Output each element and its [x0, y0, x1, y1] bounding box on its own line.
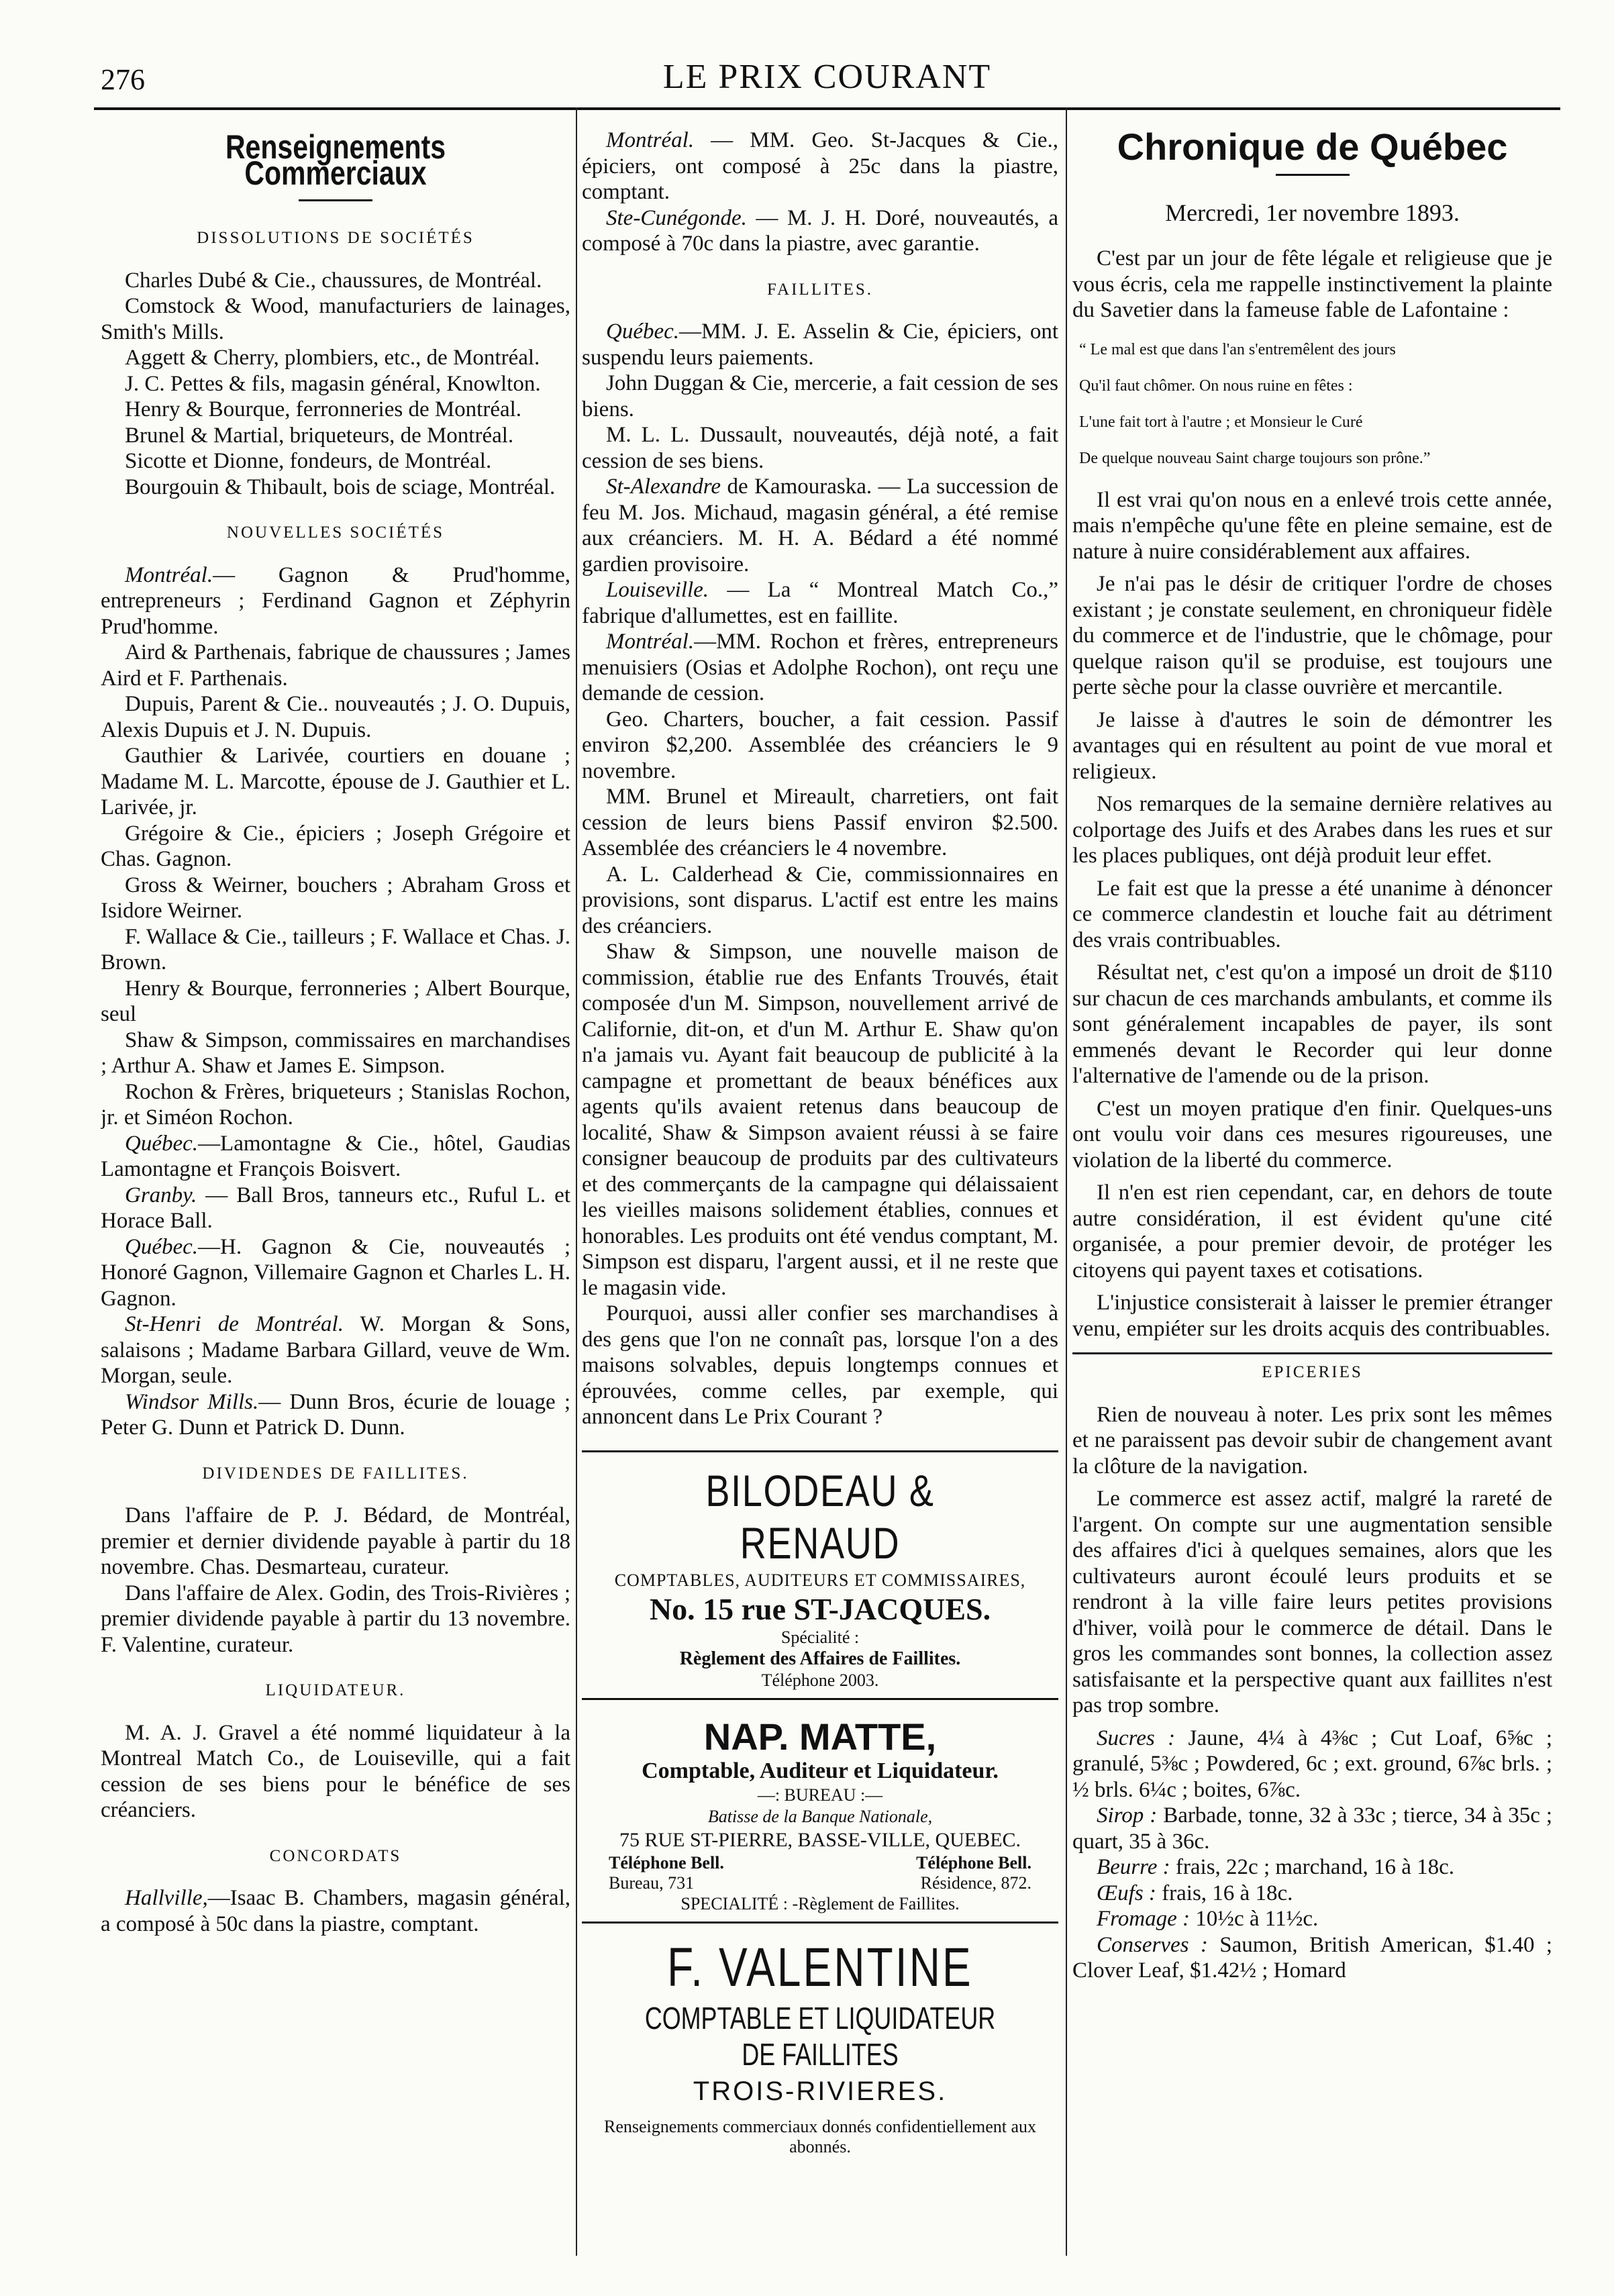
price-text: frais, 16 à 18c. — [1156, 1881, 1293, 1905]
ad-phone-numbers — [582, 1873, 1058, 1893]
ad-nap-matte — [582, 1700, 1058, 1924]
ad-address: 75 RUE ST-PIERRE, BASSE-VILLE, QUEBEC. — [619, 1828, 1021, 1851]
price-text: Saumon, British American, $1.40 ; Clover Leaf, $1.42½ ; Homard — [1072, 1932, 1552, 1983]
faillites-heading: FAILLITES. — [767, 280, 873, 299]
liquidateur-text: M. A. J. Gravel a été nommé liquidateur à la Montreal Match Co., de Louiseville, qui a fait cession de ses biens pour le bénéfice de ses créanciers. — [101, 1720, 570, 1822]
chronique-paragraph: Le fait est que la presse a été unanime à dénoncer ce commerce clandestin et louche fait au détriment des vrais contribuables. — [1072, 876, 1552, 952]
dissolution-entry: Charles Dubé & Cie., chaussures, de Montréal. — [125, 268, 542, 293]
faillite-entry — [582, 707, 1058, 785]
entry-text: Henry & Bourque, ferronneries ; Albert Bourque, seul — [101, 976, 570, 1026]
nouvelle-societe-entry — [101, 872, 570, 924]
dissolution-entry: Comstock & Wood, manufacturiers de lainages, Smith's Mills. — [101, 294, 570, 344]
dividende-entry: Dans l'affaire de Alex. Godin, des Trois-Rivières ; premier dividende payable à partir du 13 novembre. F. Valentine, curateur. — [101, 1581, 570, 1657]
place-name: Montréal. — [606, 630, 695, 654]
poem-line: Qu'il faut chômer. On nous ruine en fêtes : — [1079, 377, 1353, 395]
ad-bureau-label: —: BUREAU :— — [757, 1785, 883, 1805]
ad-bilodeau-renaud — [582, 1450, 1058, 1700]
entry-text: Grégoire & Cie., épiciers ; Joseph Grégoire et Chas. Gagnon. — [101, 821, 570, 871]
nouvelle-societe-entry — [101, 1079, 570, 1131]
dividendes-heading: DIVIDENDES DE FAILLITES. — [202, 1464, 469, 1483]
entry-text: Aird & Parthenais, fabrique de chaussures ; James Aird et F. Parthenais. — [101, 640, 570, 691]
entry-text: — Gagnon & Prud'homme, entrepreneurs ; Ferdinand Gagnon et Zéphyrin Prud'homme. — [101, 562, 570, 639]
concordat-entry — [582, 128, 1058, 205]
ad-residence-number: Résidence, 872. — [920, 1873, 1031, 1893]
entry-text: Shaw & Simpson, commissaires en marchandises ; Arthur A. Shaw et James E. Simpson. — [101, 1028, 570, 1078]
ad-footer: Renseignements commerciaux donnés confidentiellement aux abonnés. — [603, 2116, 1037, 2156]
place-name: Québec. — [125, 1234, 199, 1259]
epiceries-body — [1072, 1402, 1552, 1719]
entry-text: MM. Brunel et Mireault, charretiers, ont fait cession de leurs biens Passif environ $2.500. Assemblée des créanciers le 4 novembre. — [582, 785, 1058, 860]
product-label: Fromage : — [1097, 1907, 1190, 1931]
column-divider — [1066, 107, 1067, 2256]
ad-phone-left: Téléphone Bell. — [609, 1852, 724, 1873]
liquidateur-heading: LIQUIDATEUR. — [265, 1681, 406, 1699]
faillite-entry — [582, 862, 1058, 940]
column-renseignements — [101, 128, 570, 2256]
nouvelles-list — [101, 562, 570, 1441]
ad-valentine — [582, 1924, 1058, 2164]
poem-line: L'une fait tort à l'autre ; et Monsieur le Curé — [1079, 413, 1363, 431]
entry-text: Gross & Weirner, bouchers ; Abraham Gross et Isidore Weirner. — [101, 872, 570, 923]
concordat-entry: Hallville,—Isaac B. Chambers, magasin général, a composé à 50c dans la piastre, comptant. — [101, 1886, 570, 1936]
price-entry — [1072, 1906, 1552, 1932]
concordats-heading: CONCORDATS — [269, 1846, 402, 1865]
ad-title: COMPTABLE ET LIQUIDATEUR DE FAILLITES — [644, 2000, 996, 2072]
column-divider — [576, 107, 577, 2256]
entry-text: — La “ Montreal Match Co.,” fabrique d'allumettes, est en faillite. — [582, 578, 1058, 628]
ad-city: TROIS-RIVIERES. — [693, 2076, 948, 2106]
faillite-entry — [582, 474, 1058, 577]
header-rule — [94, 107, 1560, 110]
column-chronique — [1072, 128, 1552, 2256]
faillite-entry — [582, 1301, 1058, 1430]
place-name: Québec. — [125, 1131, 199, 1156]
nouvelle-societe-entry — [101, 743, 570, 821]
dissolutions-heading: DISSOLUTIONS DE SOCIÉTÉS — [197, 229, 474, 247]
price-entry — [1072, 1803, 1552, 1854]
entry-text: M. L. L. Dussault, nouveautés, déjà noté, a fait cession de ses biens. — [582, 423, 1058, 473]
ad-firm-name: NAP. MATTE, — [703, 1715, 937, 1758]
ad-phone: Téléphone 2003. — [761, 1670, 879, 1690]
product-label: Beurre : — [1097, 1855, 1170, 1879]
chronique-paragraph: L'injustice consisterait à laisser le premier étranger venu, empiéter sur les droits acquis des contribuables. — [1072, 1291, 1552, 1341]
chronique-paragraph: Je laisse à d'autres le soin de démontrer les avantages qui en résultent au point de vue moral et religieux. — [1072, 707, 1552, 784]
ad-firm-name: F. VALENTINE — [667, 1936, 973, 1998]
entry-text: Rochon & Frères, briqueteurs ; Stanislas Rochon, jr. et Siméon Rochon. — [101, 1079, 570, 1130]
chronique-paragraph: Il est vrai qu'on nous en a enlevé trois cette année, mais n'empêche qu'une fête en pleine semaine, est de nature à nuire considérablement aux affaires. — [1072, 487, 1552, 564]
faillite-entry — [582, 629, 1058, 707]
dividende-entry: Dans l'affaire de P. J. Bédard, de Montréal, premier et dernier dividende payable à partir du 18 novembre. Chas. Desmarteau, curateur. — [101, 1503, 570, 1579]
chronique-paragraph: Nos remarques de la semaine dernière relatives au colportage des Juifs et des Arabes dans les rues et sur les places publiques, ont déjà produit leur effet. — [1072, 792, 1552, 868]
nouvelle-societe-entry — [101, 976, 570, 1028]
page-header — [94, 50, 1560, 111]
concordat-entry — [582, 205, 1058, 257]
section-title: Chronique de Québec — [1117, 128, 1508, 168]
nouvelle-societe-entry — [101, 1028, 570, 1079]
place-name: Québec. — [606, 319, 680, 344]
entry-text: F. Wallace & Cie., tailleurs ; F. Wallace et Chas. J. Brown. — [101, 924, 570, 975]
nouvelle-societe-entry — [101, 1389, 570, 1441]
entry-text: John Duggan & Cie, mercerie, a fait cession de ses biens. — [582, 371, 1058, 421]
poem-line: De quelque nouveau Saint charge toujours son prône.” — [1079, 449, 1431, 467]
faillite-entry — [582, 422, 1058, 474]
nouvelle-societe-entry — [101, 691, 570, 743]
ad-building: Batisse de la Banque Nationale, — [707, 1806, 933, 1826]
product-label: Œufs : — [1097, 1881, 1156, 1905]
date-line: Mercredi, 1er novembre 1893. — [1165, 199, 1460, 226]
faillite-entry — [582, 319, 1058, 370]
price-text: frais, 22c ; marchand, 16 à 18c. — [1170, 1855, 1455, 1879]
price-entry — [1072, 1854, 1552, 1881]
place-name: Montréal. — [125, 562, 213, 587]
entry-text: Pourquoi, aussi aller confier ses marchandises à des gens que l'on ne connaît pas, lorsque l'on a des maisons solvables, depuis longtemps connues et éprouvées, comme celles, par exemple, qui annoncent dans Le Prix Courant ? — [582, 1301, 1058, 1429]
place-name: Montréal. — [606, 128, 695, 152]
entry-text: — M. J. H. Doré, nouveautés, a composé à 70c dans la piastre, avec garantie. — [582, 205, 1058, 256]
place-name: Ste-Cunégonde. — [606, 205, 747, 230]
product-label: Conserves : — [1097, 1932, 1208, 1957]
entry-text: Geo. Charters, boucher, a fait cession. Passif environ $2,200. Assemblée des créanciers le 9 novembre. — [582, 707, 1058, 783]
entry-text: Dupuis, Parent & Cie.. nouveautés ; J. O. Dupuis, Alexis Dupuis et J. N. Dupuis. — [101, 692, 570, 742]
dissolution-entry: Henry & Bourque, ferronneries de Montréal. — [125, 397, 522, 421]
entry-text: — Ball Bros, tanneurs etc., Ruful L. et Horace Ball. — [101, 1183, 570, 1233]
entry-text: —H. Gagnon & Cie, nouveautés ; Honoré Gagnon, Villemaire Gagnon et Charles L. H. Gagnon. — [101, 1234, 570, 1311]
ad-address: No. 15 rue ST-JACQUES. — [649, 1591, 991, 1626]
ad-spec-label: Spécialité : — [780, 1627, 860, 1647]
epiceries-heading: EPICERIES — [1072, 1352, 1552, 1386]
section-title: Renseignements Commerciaux — [225, 128, 446, 192]
nouvelle-societe-entry — [101, 1131, 570, 1183]
place-name: Granby. — [125, 1183, 197, 1207]
poem-quote — [1079, 340, 1552, 468]
column-faillites — [582, 128, 1058, 2256]
title-rule — [299, 199, 372, 201]
dissolutions-list — [101, 268, 570, 501]
entry-text: —MM. J. E. Asselin & Cie, épiciers, ont suspendu leurs paiements. — [582, 319, 1058, 370]
nouvelle-societe-entry — [101, 1234, 570, 1312]
entry-text: — Dunn Bros, écurie de louage ; Peter G. Dunn et Patrick D. Dunn. — [101, 1389, 570, 1440]
chronique-paragraph: Il n'en est rien cependant, car, en dehors de toute autre considération, il est évident qu'une cité organisée, a pour premier devoir, de protéger les citoyens qui payent taxes et cotisations. — [1072, 1181, 1552, 1283]
place-name: St-Henri de Montréal. — [125, 1312, 344, 1336]
price-text: Jaune, 4¼ à 4⅜c ; Cut Loaf, 6⅝c ; granulé, 5⅜c ; Powdered, 6c ; ext. ground, 6⅞c brls. ; ½ brls. 6¼c ; boites, 6⅞c. — [1072, 1726, 1552, 1802]
ad-firm-name: BILODEAU & RENAUD — [705, 1465, 935, 1568]
entry-text: —Lamontagne & Cie., hôtel, Gaudias Lamontagne et François Boisvert. — [101, 1131, 570, 1181]
price-entry — [1072, 1881, 1552, 1907]
nouvelle-societe-entry — [101, 640, 570, 691]
masthead: LE PRIX COURANT — [662, 58, 992, 96]
chronique-paragraph: Résultat net, c'est qu'on a imposé un droit de $110 sur chacun de ces marchands ambulants, et comme ils sont généralement incapables de payer, ils sont emmenés devant le Recorder qui leur donne l'alternative de l'amende ou de la prison. — [1072, 960, 1552, 1088]
title-rule — [1276, 174, 1350, 176]
entry-text: Shaw & Simpson, une nouvelle maison de commission, établie rue des Enfants Trouvés, était composée d'un M. Simpson, nouvellement arrivé de Californie, dit-on, et d'un M. Arthur E. Shaw qu'on n'a jamais vu. Ayant fait beaucoup de publicité à la campagne et promettant de beaux bénéfices aux agents qu'ils avaient retenus dans beaucoup de localité, Shaw & Simpson avaient réussi à se faire consigner beaucoup de produits par des cultivateurs et des commerçants de la campagne qui délaissaient les vieilles maisons solidement établies, connues et honorables. Les produits ont été vendus comptant, M. Simpson est disparu, l'argent aussi, et il ne reste que le magasin vide. — [582, 940, 1058, 1300]
price-text: Barbade, tonne, 32 à 33c ; tierce, 34 à 35c ; quart, 35 à 36c. — [1072, 1803, 1552, 1854]
poem-line: “ Le mal est que dans l'an s'entremêlent des jours — [1079, 340, 1396, 358]
faillite-entry — [582, 784, 1058, 862]
price-list — [1072, 1726, 1552, 1984]
ad-bureau-number: Bureau, 731 — [609, 1873, 695, 1893]
chronique-intro — [1072, 246, 1552, 323]
entry-text: Gauthier & Larivée, courtiers en douane ; Madame M. L. Marcotte, épouse de J. Gauthier et L. Larivée, jr. — [101, 744, 570, 819]
chronique-paragraph: C'est par un jour de fête légale et religieuse que je vous écris, cela me rappelle instinctivement la plainte du Savetier dans la fameuse fable de Lafontaine : — [1072, 246, 1552, 322]
dissolution-entry: Brunel & Martial, briqueteurs, de Montréal. — [125, 423, 514, 448]
product-label: Sirop : — [1097, 1803, 1158, 1828]
dissolution-entry: Bourgouin & Thibault, bois de sciage, Montréal. — [125, 475, 556, 499]
dividendes-list — [101, 1503, 570, 1658]
entry-text: —MM. Rochon et frères, entrepreneurs menuisiers (Osias et Adolphe Rochon), ont reçu une demande de cession. — [582, 630, 1058, 705]
product-label: Sucres : — [1097, 1726, 1176, 1750]
epiceries-paragraph: Le commerce est assez actif, malgré la rareté de l'argent. On compte sur une augmentation sensible des affaires d'ici à quelques semaines, alors que les cultivateurs auront écoulé leurs produits et se rendront à la ville faire leurs petites provisions d'hiver, voilà pour le commerce de détail. Dans le gros les commandes sont bonnes, la collection assez satisfaisante et la perspective quant aux faillites n'est pas trop sombre. — [1072, 1487, 1552, 1717]
ad-spec-value: Règlement des Affaires de Faillites. — [679, 1648, 961, 1669]
nouvelles-heading: NOUVELLES SOCIÉTÉS — [226, 523, 445, 542]
ad-title: Comptable, Auditeur et Liquidateur. — [642, 1758, 999, 1783]
concordats-continued — [582, 128, 1058, 257]
ad-roles: COMPTABLES, AUDITEURS ET COMMISSAIRES, — [614, 1570, 1026, 1590]
nouvelle-societe-entry — [101, 821, 570, 872]
ad-phones — [582, 1853, 1058, 1873]
price-entry — [1072, 1726, 1552, 1803]
nouvelle-societe-entry — [101, 1183, 570, 1234]
entry-text: de Kamouraska. — La succession de feu M. Jos. Michaud, magasin général, a été remise aux créanciers. M. H. A. Bédard a été nommé gardien provisoire. — [582, 475, 1058, 577]
faillites-list — [582, 319, 1058, 1430]
chronique-body — [1072, 487, 1552, 1342]
chronique-paragraph: C'est un moyen pratique d'en finir. Quelques-uns ont voulu voir dans ces mesures rigoureuses, une violation de la liberté du commerce. — [1072, 1096, 1552, 1172]
chronique-paragraph: Je n'ai pas le désir de critiquer l'ordre de choses existant ; je constate seulement, en chroniqueur fidèle du commerce et de l'industrie, que le chômage, pour quelque raison qu'il se produise, est toujours une perte sèche pour la classe ouvrière et mercantile. — [1072, 572, 1552, 699]
entry-text: A. L. Calderhead & Cie, commissionnaires en provisions, sont disparus. L'actif est entre les mains des créanciers. — [582, 862, 1058, 938]
dissolution-entry: J. C. Pettes & fils, magasin général, Knowlton. — [125, 371, 541, 396]
dissolution-entry: Aggett & Cherry, plombiers, etc., de Montréal. — [125, 346, 540, 370]
faillite-entry — [582, 577, 1058, 629]
entry-text: — MM. Geo. St-Jacques & Cie., épiciers, ont composé à 25c dans la piastre, comptant. — [582, 128, 1058, 204]
dissolution-entry: Sicotte et Dionne, fondeurs, de Montréal. — [125, 449, 492, 473]
page-number: 276 — [101, 63, 145, 96]
ad-phone-right: Téléphone Bell. — [916, 1852, 1031, 1873]
entry-text: W. Morgan & Sons, salaisons ; Madame Barbara Gillard, veuve de Wm. Morgan, seule. — [101, 1312, 570, 1388]
faillite-entry — [582, 370, 1058, 422]
ad-specialite: SPECIALITÉ : -Règlement de Faillites. — [680, 1893, 960, 1913]
place-name: Louiseville. — [606, 578, 709, 602]
place-name: St-Alexandre — [606, 475, 721, 499]
place-name: Windsor Mills. — [125, 1389, 259, 1414]
nouvelle-societe-entry — [101, 1311, 570, 1389]
nouvelle-societe-entry — [101, 924, 570, 976]
price-entry — [1072, 1932, 1552, 1984]
nouvelle-societe-entry — [101, 562, 570, 640]
faillite-entry — [582, 939, 1058, 1301]
price-text: 10½c à 11½c. — [1190, 1907, 1319, 1931]
epiceries-paragraph: Rien de nouveau à noter. Les prix sont les mêmes et ne paraissent pas devoir subir de changement avant la clôture de la navigation. — [1072, 1402, 1552, 1479]
